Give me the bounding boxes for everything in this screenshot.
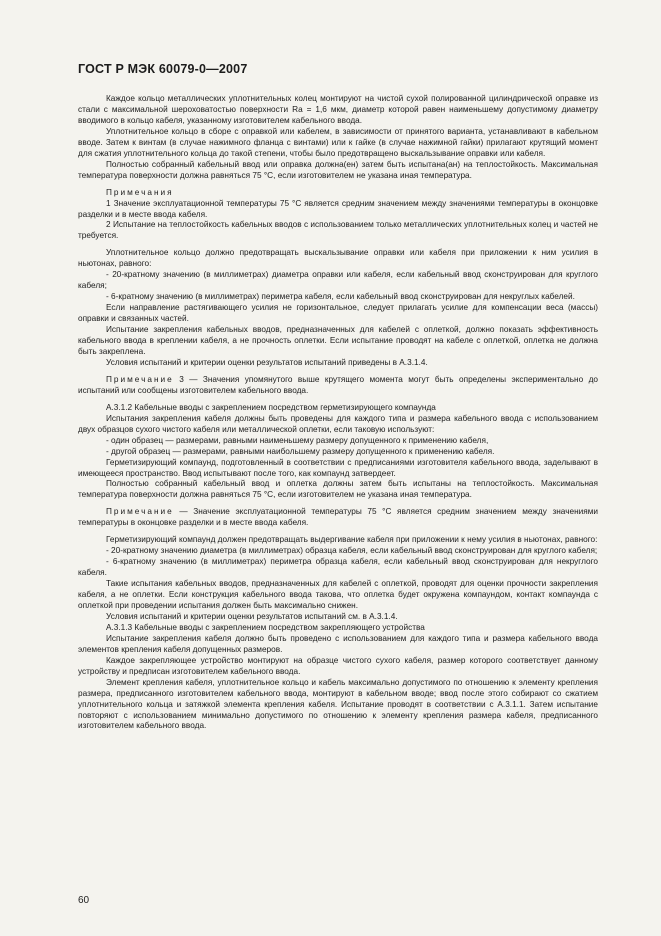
paragraph: Элемент крепления кабеля, уплотнительное кольцо и кабель максимально допустимого по отношению к элементу крепления размера, предписанного изготовителем кабельного ввода, монтируют в кабельном вводе; ввод после этого собирают со сжатием уплотнительного кольца и затяжкой элемента крепления кабеля. Испытание проводят в соответствии с А.3.1.1. Затем испытание повторяют с использованием минимально допустимого по отношению к элементу крепления размера кабеля, предписанного изготовителем кабельного ввода.	[78, 677, 598, 731]
note-item: 2 Испытание на теплостойкость кабельных вводов с использованием только металлических уплотнительных колец и частей не требуется.	[78, 220, 598, 241]
section-heading: А.3.1.2 Кабельные вводы с закреплением посредством герметизирующего компаунда	[106, 402, 436, 412]
note-label: Примечание	[106, 507, 174, 517]
list-item: - 6-кратному значению (в миллиметрах) периметра образца кабеля, если кабельный ввод сконструирован для некруглого кабеля.	[78, 557, 598, 578]
note-label: Примечание	[106, 374, 174, 384]
page-number: 60	[78, 895, 90, 906]
paragraph: Испытание закрепления кабельных вводов, предназначенных для кабелей с оплеткой, должно показать эффективность кабельного ввода в креплении кабеля, а не прочность оплетки. Если испытание проводят на кабеле с оплеткой, оплетка не должна быть закреплена.	[78, 325, 598, 356]
note-heading: Примечания	[106, 187, 174, 197]
paragraph: Каждое кольцо металлических уплотнительных колец монтируют на чистой сухой полированной цилиндрической оправке из стали с максимальной шероховатостью поверхности Ra = 1,6 мкм, диаметр которой равен наименьшему допустимому диаметру вводимого в кольцо кабеля, указанному изготовителем кабельного ввода.	[78, 94, 598, 125]
list-item: - один образец — размерами, равными наименьшему размеру допущенного к применению кабеля,	[106, 435, 489, 445]
paragraph: Каждое закрепляющее устройство монтируют на образце чистого сухого кабеля, размер которого соответствует данному устройству и предписан изготовителем кабельного ввода.	[78, 655, 598, 676]
section-heading: А.3.1.3 Кабельные вводы с закреплением посредством закрепляющего устройства	[106, 622, 425, 632]
paragraph: Герметизирующий компаунд должен предотвращать выдергивание кабеля при приложении к нему усилия в ньютонах, равного:	[106, 535, 598, 545]
paragraph: Такие испытания кабельных вводов, предназначенных для кабелей с оплеткой, проводят для оценки прочности закрепления кабеля, а не оплетки. Если конструкция кабельного ввода такова, что оплетка будет окружена компаундом, контакт компаунда с оплеткой при проведении испытания должен быть максимально снижен.	[78, 579, 598, 610]
note-item: 1 Значение эксплуатационной температуры 75 °С является средним значением между значениями температуры в оконцовке разделки и в месте ввода кабеля.	[78, 198, 598, 219]
paragraph: Испытания закрепления кабеля должны быть проведены для каждого типа и размера кабельного ввода с использованием двух образцов сухого чистого кабеля или металлической оплетки, если таковую используют:	[78, 413, 598, 434]
note-paragraph	[78, 507, 598, 529]
list-item: - 20-кратному значению (в миллиметрах) диаметра оправки или кабеля, если кабельный ввод сконструирован для круглого кабеля;	[78, 270, 598, 291]
paragraph: Испытание закрепления кабеля должно быть проведено с использованием для каждого типа и размера кабельного ввода элементов крепления кабеля допущенных размеров.	[78, 633, 598, 654]
paragraph: Полностью собранный кабельный ввод или оправка должна(ен) затем быть испытана(ан) на теплостойкость. Максимальная температура поверхности должна равняться 75 °С, если изготовителем не указана иная температура.	[78, 159, 598, 180]
list-item: - другой образец — размерами, равными наибольшему размеру допущенного к применению кабеля.	[106, 446, 495, 456]
document-header: ГОСТ Р МЭК 60079-0—2007	[78, 62, 248, 76]
paragraph: Уплотнительное кольцо в сборе с оправкой или кабелем, в зависимости от принятого варианта, устанавливают в кабельном вводе. Затем к винтам (в случае нажимного фланца с винтами) или к гайке (в случае нажимной гайки) прилагают крутящий момент для сжатия уплотнительного кольца до такой степени, чтобы было предотвращено выскальзывание оправки или кабеля.	[78, 126, 598, 158]
list-item: - 20-кратному значению диаметра (в миллиметрах) образца кабеля, если кабельный ввод сконструирован для круглого кабеля;	[106, 546, 598, 556]
document-body	[78, 94, 598, 732]
note-paragraph	[78, 375, 598, 397]
paragraph: Условия испытаний и критерии оценки результатов испытаний см. в А.3.1.4.	[106, 611, 398, 621]
paragraph: Условия испытаний и критерии оценки результатов испытаний приведены в А.3.1.4.	[106, 357, 428, 367]
paragraph: Герметизирующий компаунд, подготовленный в соответствии с предписаниями изготовителя кабельного ввода, заделывают в имеющееся пространство. Ввод испытывают после того, как компаунд затвердеет.	[78, 457, 598, 478]
paragraph: Полностью собранный кабельный ввод и оплетка должны затем быть испытаны на теплостойкость. Максимальная температура поверхности должна равняться 75 °С, если изготовителем не указана иная температура.	[78, 479, 598, 500]
list-item: - 6-кратному значению (в миллиметрах) периметра кабеля, если кабельный ввод сконструирован для некруглых кабелей.	[106, 292, 575, 302]
note-text: 3 — Значения упомянутого выше крутящего момента могут быть определены экспериментально до испытаний или сообщены изготовителем кабельного ввода.	[78, 374, 598, 395]
paragraph: Если направление растягивающего усилия не горизонтальное, следует прилагать усилие для компенсации веса (массы) оправки и связанных частей.	[78, 303, 598, 324]
paragraph: Уплотнительное кольцо должно предотвращать выскальзывание оправки или кабеля при приложении к ним усилия в ньютонах, равного:	[78, 248, 598, 269]
note-text: — Значение эксплуатационной температуры 75 °С является средним значением между значениями температуры в оконцовке разделки и в месте ввода кабеля.	[78, 507, 599, 528]
